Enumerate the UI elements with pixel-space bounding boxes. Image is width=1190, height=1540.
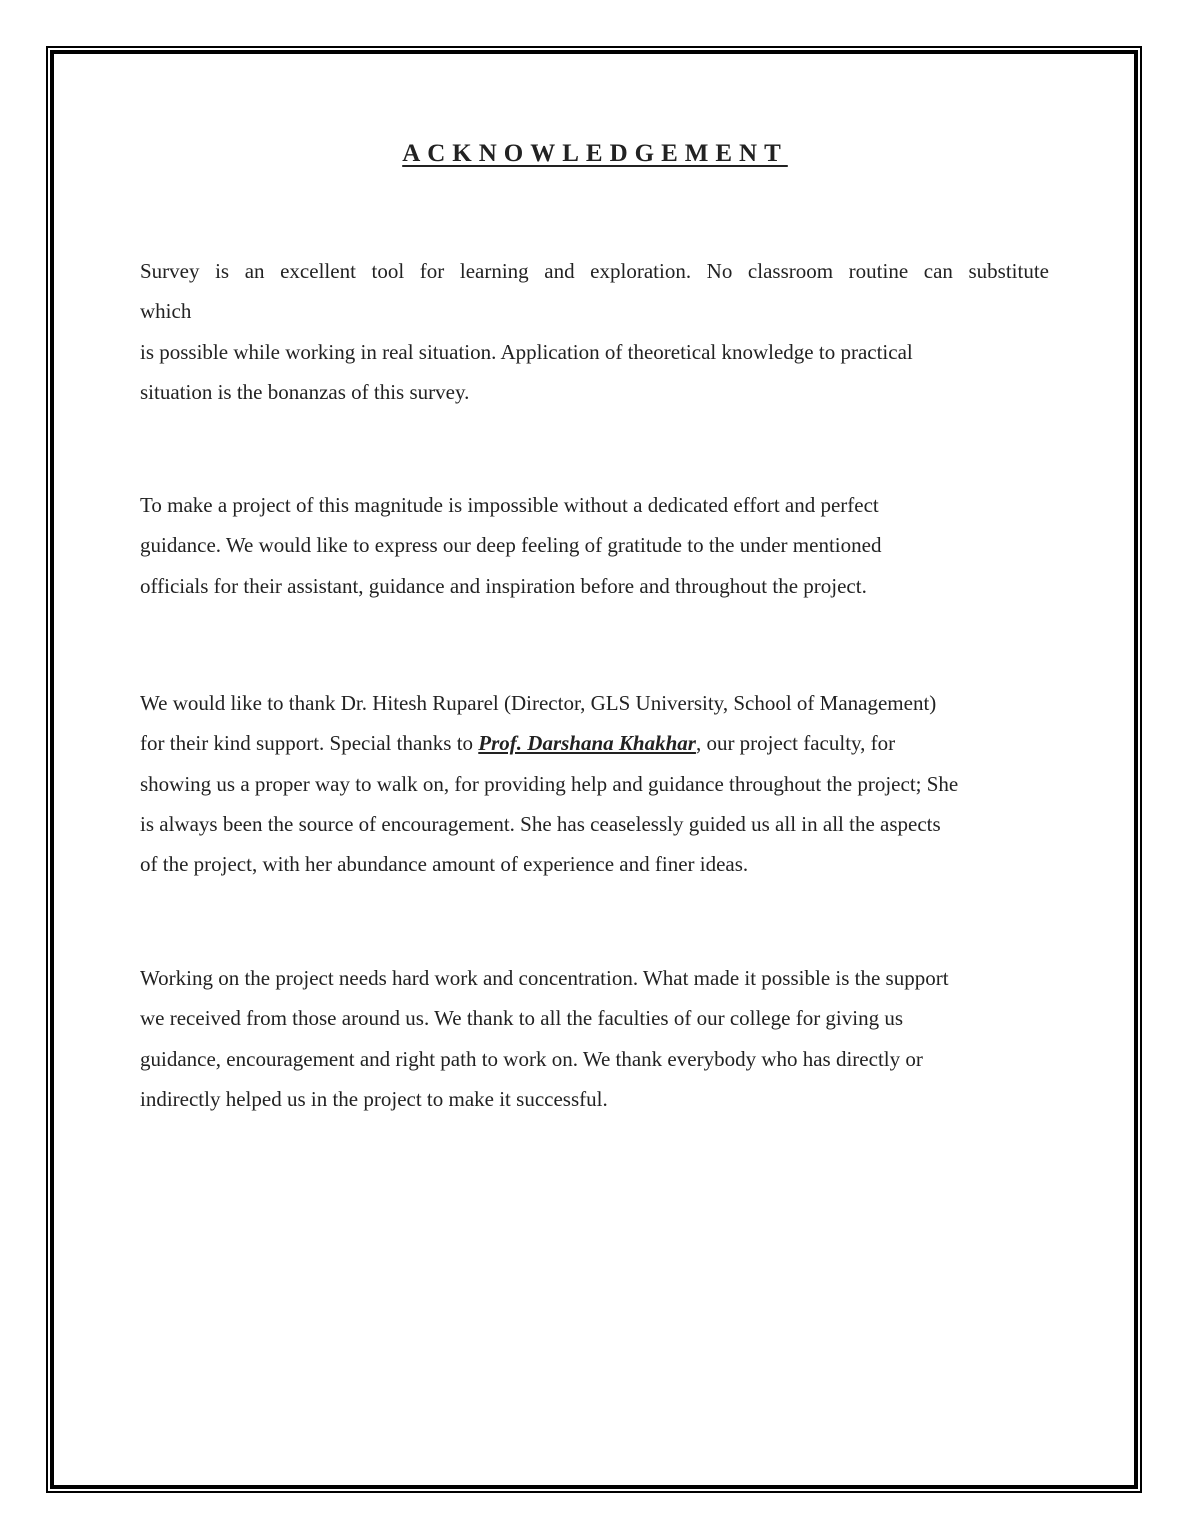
text-line: of the project, with her abundance amount of experience and finer ideas. bbox=[140, 852, 749, 877]
text-line: To make a project of this magnitude is impossible without a dedicated effort and perfect bbox=[140, 493, 879, 517]
text-line: is possible while working in real situation. Application of theoretical knowledge to practical bbox=[140, 339, 913, 364]
text-line: showing us a proper way to walk on, for providing help and guidance throughout the project; She bbox=[140, 771, 959, 796]
text-line: situation is the bonanzas of this survey. bbox=[140, 379, 470, 404]
text-line: Working on the project needs hard work and concentration. What made it possible is the support bbox=[140, 966, 949, 990]
text-segment: , our project faculty, for bbox=[695, 731, 896, 756]
title-text: ACKNOWLEDGEMENT bbox=[402, 140, 788, 167]
text-line bbox=[140, 723, 1049, 763]
text-line: We would like to thank Dr. Hitesh Ruparel (Director, GLS University, School of Management) bbox=[140, 691, 937, 715]
text-line: indirectly helped us in the project to make it successful. bbox=[140, 1086, 608, 1111]
paragraph-2 bbox=[140, 485, 1049, 606]
text-line: officials for their assistant, guidance and inspiration before and throughout the project. bbox=[140, 573, 867, 598]
text-line: guidance. We would like to express our deep feeling of gratitude to the under mentioned bbox=[140, 533, 882, 558]
text-line: we received from those around us. We thank to all the faculties of our college for giving us bbox=[140, 1006, 904, 1031]
text-line: guidance, encouragement and right path to work on. We thank everybody who has directly or bbox=[140, 1046, 923, 1071]
text-segment: for their kind support. Special thanks to bbox=[140, 731, 479, 756]
text-line: which bbox=[140, 299, 192, 324]
page-title bbox=[0, 140, 1190, 168]
paragraph-3 bbox=[140, 683, 1049, 884]
paragraph-1 bbox=[140, 251, 1049, 412]
paragraph-4 bbox=[140, 958, 1049, 1119]
faculty-name: Prof. Darshana Khakhar bbox=[478, 731, 696, 756]
text-line: Survey is an excellent tool for learning and exploration. No classroom routine can substitute bbox=[140, 259, 1049, 283]
text-line: is always been the source of encouragement. She has ceaselessly guided us all in all the aspects bbox=[140, 811, 941, 836]
